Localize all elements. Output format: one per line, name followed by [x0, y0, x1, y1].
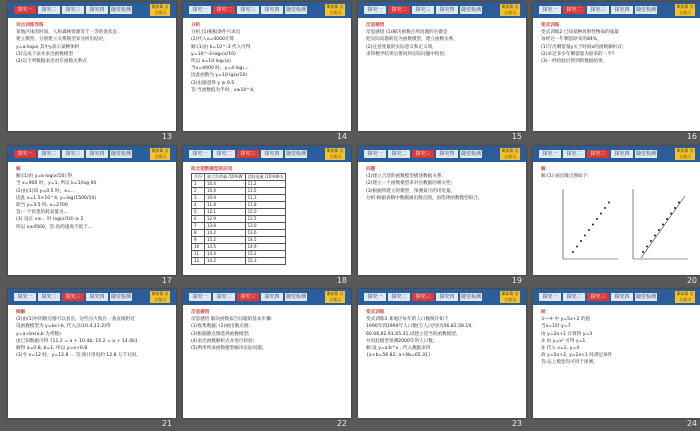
slide-tab[interactable]: 探究二 — [38, 150, 60, 158]
slide-nav-bar — [533, 289, 700, 305]
slide-text-line: 每经过一年剩留原来的84%， — [541, 37, 602, 43]
slide-text-line: 反思感悟 解决函数拟合问题的基本步骤: — [191, 317, 273, 323]
slide-heading: 分析 — [191, 23, 201, 28]
slide-logo: 课前篇 自主预习 — [151, 291, 169, 302]
slide-body — [366, 309, 518, 412]
axis-line — [563, 189, 618, 259]
slide-text-line: (3)一经检验后得到的数据结果。 — [541, 59, 608, 65]
scatter-point — [576, 246, 578, 248]
table-cell: 14.2 — [205, 258, 246, 265]
scatter-point — [662, 224, 664, 226]
slide-number: 23 — [511, 419, 522, 428]
slide-body — [541, 22, 693, 125]
slide-logo: 课前篇 自主预习 — [501, 4, 519, 15]
slide-text-line: (2)求过多少年剩留量为原来的一半? — [541, 51, 615, 57]
slide-thumbnail[interactable] — [183, 289, 351, 418]
slide-thumbnail[interactable] — [533, 2, 700, 131]
slide-text-line: (2)建立一个函数模型来对应数据的相关性; — [366, 181, 453, 187]
slide-heading: 解 — [16, 167, 21, 172]
slide-text-line: 答:以上模型均可用于预测。 — [541, 360, 598, 366]
table-cell: 10.4 — [205, 188, 246, 195]
slide-text-line: 因此函数为 y=10·lg(x/10) — [191, 73, 248, 79]
slide-tab[interactable]: 探究四 — [611, 150, 633, 158]
slide-text-line: 解:(1)由 y=k·log(x/10) 得 — [16, 174, 73, 180]
slide-text-line: y=a·log₂x 其中y表示某种体积 — [16, 44, 80, 50]
table-cell: 4 — [192, 202, 205, 209]
slide-tab[interactable]: 探究四 — [86, 6, 108, 14]
slide-tab[interactable]: 探究三 — [587, 6, 609, 14]
slide-logo: 课前篇 自主预习 — [151, 4, 169, 15]
axis-line — [633, 189, 688, 259]
slide-thumbnail[interactable] — [533, 146, 700, 275]
table-cell: 6 — [192, 216, 205, 223]
table-cell: 12.5 — [245, 216, 285, 223]
slide-body — [541, 309, 693, 412]
slide-thumbnail[interactable] — [183, 2, 351, 131]
slide-text-line: 求得数学结果后要回到实际问题中检验。 — [366, 51, 449, 57]
slide-heading: 问题 — [366, 167, 376, 172]
table-cell: 13.8 — [205, 223, 246, 230]
slide-thumbnail[interactable] — [8, 289, 176, 418]
table-cell: 11 — [192, 251, 205, 258]
slide-tab[interactable]: 随堂检测 — [110, 7, 131, 13]
table-cell: 15.3 — [245, 258, 285, 265]
slide-heading: 拟合函数模型的应用 — [191, 167, 233, 172]
slide-tab[interactable]: 随堂检测 — [285, 7, 306, 13]
table-cell: 14.5 — [245, 237, 285, 244]
table-cell: 15.2 — [245, 251, 285, 258]
slide-tab[interactable]: 探究一 — [14, 150, 36, 158]
slide-tab[interactable]: 探究二 — [213, 150, 235, 158]
slide-text-line: (3)根据所建立的模型，预测某月的用电量。 — [366, 188, 456, 194]
table-cell: 15.2 — [205, 237, 246, 244]
slide-text-line: 当x=4000 时，y=4·log₂... — [191, 66, 249, 72]
slide-heading: 对点训练导练 — [16, 23, 44, 28]
table-cell: 7 — [192, 223, 205, 230]
table-cell: 11.8 — [245, 202, 285, 209]
slide-text-line: (2)以下列数据求出对应函数关系式 — [16, 59, 87, 65]
slide-nav-bar — [358, 146, 526, 162]
scatter-point — [580, 240, 582, 242]
table-cell: 3 — [192, 195, 205, 202]
slide-heading: 续解 — [16, 310, 26, 315]
slide-nav-bar — [358, 289, 526, 305]
slide-tab[interactable]: 探究二 — [213, 6, 235, 14]
slide-thumbnail[interactable] — [358, 2, 526, 131]
table-row — [192, 244, 286, 251]
slide-body — [366, 22, 518, 125]
slide-text-line: (2)由(1)知 y=0.5 时，x=... — [16, 188, 76, 194]
slide-tab[interactable]: 探究四 — [611, 6, 633, 14]
slide-text-line: 分析:根据表格中数据画出散点图，再选择函数模型拟合。 — [366, 195, 483, 201]
slide-tab[interactable]: 随堂检测 — [635, 7, 656, 13]
slide-text-line: 故 y=5x+2, y=2x+1 时满足条件 — [541, 353, 613, 359]
slide-tab[interactable]: 随堂检测 — [460, 294, 481, 300]
slide-thumbnail[interactable] — [8, 2, 176, 131]
slide-logo: 课前篇 自主预习 — [151, 148, 169, 159]
table-row — [192, 216, 286, 223]
table-cell: 2 — [192, 188, 205, 195]
slide-number: 20 — [686, 276, 697, 285]
slide-tab[interactable]: 探究三 — [62, 293, 84, 301]
slide-body — [191, 22, 343, 125]
table-cell: 5 — [192, 209, 205, 216]
slide-tab[interactable]: 探究一 — [364, 293, 386, 301]
slide-body — [16, 22, 168, 125]
scatter-point — [572, 251, 574, 253]
scatter-point — [650, 240, 652, 242]
slide-heading: 变式训练 — [541, 23, 560, 28]
table-row — [192, 188, 286, 195]
slide-text-line: (3) 设在 v≥... 时 log(x/10) ≥ 2 — [16, 217, 84, 223]
slide-text-line: 变式训练2 已知某种放射性物质的质量 — [541, 30, 619, 36]
slide-text-line: 解:设 y=a·b^x , 代入数据求得 — [366, 346, 431, 352]
slide-text-line: 由 y=2x+1 计算得 y=3 — [541, 331, 593, 337]
table-cell: 11.2 — [245, 181, 285, 188]
slide-tab[interactable]: 探究二 — [563, 6, 585, 14]
scatter-point — [608, 202, 610, 204]
table-cell: 13.0 — [245, 223, 285, 230]
slide-text-line: 把实际问题转化为函数模型，建立函数关系， — [366, 37, 458, 43]
slide-tab[interactable]: 探究四 — [86, 293, 108, 301]
slide-tab[interactable]: 探究四 — [436, 293, 458, 301]
slide-tab[interactable]: 探究三 — [62, 150, 84, 158]
slide-tab[interactable]: 探究一 — [364, 6, 386, 14]
slide-heading: 反思感悟 — [191, 310, 210, 315]
slide-nav-bar — [533, 146, 700, 162]
slide-text-line: 解:(1)由 k=10^-3 代入可得 — [191, 44, 251, 50]
slide-tab[interactable]: 随堂检测 — [460, 7, 481, 13]
slide-text-line: y=10^-3·log₂(x/10) — [191, 51, 236, 57]
scatter-point — [584, 235, 586, 237]
slide-text-line: 由已知数据可得 {11.2 = a + 10.4b; 15.2 = a + 14.4b} — [16, 338, 138, 344]
slide-tab[interactable]: 探究二 — [563, 293, 585, 301]
slide-text-line: (2)注意变量的实际意义和定义域， — [366, 44, 437, 50]
slide-nav-bar — [183, 289, 351, 305]
slide-tab[interactable]: 探究二 — [213, 293, 235, 301]
slide-text-line: (1)完成下表并求出函数模型 — [16, 51, 74, 57]
slide-text-line: 反思感悟 (1)解决函数应用问题的关键是 — [366, 30, 448, 36]
slide-tab[interactable]: 随堂检测 — [110, 294, 131, 300]
slide-text-line: (2)代入x=4000计算 — [191, 37, 235, 43]
slide-tab[interactable]: 探究一 — [364, 150, 386, 158]
slide-text-line: 答:当函数值为半时，x≥10^4。 — [191, 87, 258, 93]
slide-number: 21 — [161, 419, 172, 428]
slide-tab[interactable]: 探究四 — [611, 293, 633, 301]
slide-tab[interactable]: 随堂检测 — [285, 151, 306, 157]
slide-tab[interactable]: 探究三 — [237, 293, 259, 301]
slide-tab[interactable]: 探究三 — [412, 150, 434, 158]
slide-tab[interactable]: 探究四 — [261, 6, 283, 14]
table-cell: 14.4 — [205, 251, 246, 258]
table-cell: 14.9 — [245, 244, 285, 251]
table-row — [192, 202, 286, 209]
scatter-point — [588, 229, 590, 231]
slide-text-line: 即当 y=3.5 时, x=2700 — [16, 203, 68, 209]
scatter-point — [596, 218, 598, 220]
slide-logo: 课前篇 自主预习 — [676, 4, 694, 15]
scatter-plots — [543, 184, 693, 269]
slide-body — [16, 309, 168, 412]
fit-line — [641, 196, 685, 258]
slide-text-line: 解:(1) 画出散点图如下: — [541, 174, 589, 180]
slide-text-line: 60.66,62.91,65.31,试建立适当的函数模型, — [366, 331, 458, 337]
slide-tab[interactable]: 探究三 — [412, 6, 434, 14]
slide-text-line: {a+b=56.82; a+4b=65.31} — [366, 353, 431, 359]
table-row — [192, 195, 286, 202]
slide-logo: 课前篇 自主预习 — [501, 291, 519, 302]
slide-tab[interactable]: 随堂检测 — [460, 151, 481, 157]
slide-logo: 课前篇 自主预习 — [501, 148, 519, 159]
table-cell: 10.9 — [205, 195, 246, 202]
slide-text-line: ③ 代入 x=2, y=4 — [541, 346, 580, 352]
slide-text-line: (4)求出函数解析式并进行检验; — [191, 338, 255, 344]
table-header-cell: 月份 — [192, 174, 205, 181]
slide-number: 24 — [686, 419, 697, 428]
slide-heading: 变式训练 — [366, 310, 385, 315]
slide-tab[interactable]: 探究三 — [412, 293, 434, 301]
slide-thumbnail[interactable] — [533, 289, 700, 418]
slide-number: 13 — [161, 132, 172, 141]
slide-tab[interactable]: 探究三 — [237, 6, 259, 14]
slide-text-line: 解得 a=0.8, b=1, 所以 y=x+0.8 — [16, 346, 88, 352]
slide-number: 16 — [686, 132, 697, 141]
table-cell: 12.1 — [205, 209, 246, 216]
table-header-cell: 消耗电量 /10⁴kW·h — [245, 174, 285, 181]
slide-text-line: 并用此模型预测2000年的人口数。 — [366, 338, 438, 344]
slide-tab[interactable]: 探究一 — [189, 150, 211, 158]
slide-nav-bar — [8, 2, 176, 18]
slide-number: 18 — [336, 276, 347, 285]
slide-nav-bar — [533, 2, 700, 18]
slide-nav-bar — [8, 289, 176, 305]
slide-text-line: 变式训练3 某地区每年的人口数统计如下 — [366, 317, 449, 323]
slide-tab[interactable]: 探究一 — [189, 293, 211, 301]
slide-tab[interactable]: 随堂检测 — [635, 294, 656, 300]
slide-thumbnail[interactable] — [8, 146, 176, 275]
table-cell: 14.5 — [205, 244, 246, 251]
slide-nav-bar — [183, 146, 351, 162]
slide-tab[interactable]: 探究四 — [436, 6, 458, 14]
slide-tab[interactable]: 探究一 — [14, 6, 36, 14]
slide-number: 19 — [511, 276, 522, 285]
slide-number: 15 — [511, 132, 522, 141]
slide-nav-bar — [8, 146, 176, 162]
slide-nav-bar — [358, 2, 526, 18]
slide-text-line: 设函数模型为 y=kx+b, 代入点(10.4,11.2)得 — [16, 324, 111, 330]
table-cell: 14.2 — [205, 230, 246, 237]
table-header-cell: 最大负荷量 /10⁴kW — [205, 174, 246, 181]
table-row — [192, 230, 286, 237]
slide-text-line: 当x=1时 y=7 — [541, 324, 571, 330]
scatter-point — [646, 246, 648, 248]
slide-tab[interactable]: 探究一 — [14, 293, 36, 301]
table-row — [192, 251, 286, 258]
scatter-point — [592, 224, 594, 226]
scatter-point — [604, 207, 606, 209]
slide-tab[interactable]: 探究三 — [587, 293, 609, 301]
slide-logo: 课前篇 自主预习 — [676, 291, 694, 302]
slide-logo: 课前篇 自主预习 — [326, 4, 344, 15]
slide-tab[interactable]: 探究二 — [388, 6, 410, 14]
slide-number: 22 — [336, 419, 347, 428]
slide-tab[interactable]: 随堂检测 — [110, 151, 131, 157]
slide-tab[interactable]: 探究二 — [388, 293, 410, 301]
table-cell: 12 — [192, 258, 205, 265]
slide-text-line: (1)收集数据; (2)画出散点图; — [191, 324, 250, 330]
slide-thumbnail[interactable] — [358, 289, 526, 418]
slide-tab[interactable]: 探究一 — [539, 293, 561, 301]
slide-text-line: 某地区体的时间，人和森林资源等于一等的条状态 — [16, 30, 118, 36]
slide-tab[interactable]: 随堂检测 — [635, 151, 656, 157]
slide-text-line: (3)令 x=12 时，y=12.8 ... 答:预计用电约 12.8 万千瓦时。 — [16, 353, 141, 359]
slide-body — [366, 166, 518, 269]
slide-thumbnail[interactable] — [358, 146, 526, 275]
slide-body — [191, 309, 343, 412]
slide-body — [191, 166, 343, 269]
scatter-point — [642, 251, 644, 253]
slide-text-line: 分析:(1)根据条件可求出 — [191, 30, 241, 36]
slide-text-line: 所以 a=10·log₂(x) — [191, 59, 231, 65]
data-table — [191, 173, 286, 265]
slide-logo: 课前篇 自主预习 — [326, 148, 344, 159]
table-cell: 12.0 — [245, 209, 285, 216]
scatter-point — [666, 218, 668, 220]
slide-tab[interactable]: 探究四 — [261, 293, 283, 301]
scatter-point — [654, 235, 656, 237]
slide-heading: 反思感悟 — [366, 23, 385, 28]
table-cell: 11.3 — [245, 195, 285, 202]
slide-text-line: (3)根据散点图选择函数模型; — [191, 331, 250, 337]
slide-text-line: 所以 x≥4500，答:鱼的速度不低于... — [16, 224, 93, 230]
slide-text-line: 建立模型，分别建立关系模型来分析出结论， — [16, 37, 108, 43]
slide-tab[interactable]: 探究三 — [587, 150, 609, 158]
slide-text-line: (2)由题意得 y ≥ 0.5 — [191, 80, 235, 86]
slide-text-line: 答:一个鱼类的耗氧量为... — [16, 210, 68, 216]
scatter-point — [600, 213, 602, 215]
slide-tab[interactable]: 探究四 — [261, 150, 283, 158]
slide-logo: 课前篇 自主预习 — [676, 148, 694, 159]
slide-text-line: (1)写出剩留量y关于时间x的函数解析式; — [541, 44, 624, 50]
table-cell: 10.4 — [205, 181, 246, 188]
table-cell: 13.6 — [245, 230, 285, 237]
table-cell: 12.9 — [205, 216, 246, 223]
table-cell: 1 — [192, 181, 205, 188]
table-row — [192, 237, 286, 244]
slide-text-line: (2)由(1)中的散点图可以看出，这些点大致在一条直线附近 — [16, 317, 135, 323]
table-row — [192, 223, 286, 230]
slide-tab[interactable]: 探究二 — [38, 6, 60, 14]
table-cell: 10 — [192, 244, 205, 251]
slide-text-line: 1990年到1994年人口数(万人)分别为56.82,58.19, — [366, 324, 473, 330]
table-cell: 9 — [192, 237, 205, 244]
slide-thumbnail[interactable] — [183, 146, 351, 275]
slide-tab[interactable]: 随堂检测 — [285, 294, 306, 300]
slide-text-line: 当 x=900 时，y=1, 所以 k=1/log 90 — [16, 181, 97, 187]
table-row — [192, 258, 286, 265]
scatter-point — [670, 213, 672, 215]
slide-tab[interactable]: 探究一 — [189, 6, 211, 14]
slide-tab[interactable]: 探究四 — [86, 150, 108, 158]
slide-tab[interactable]: 探究二 — [563, 150, 585, 158]
slide-tab[interactable]: 探究四 — [436, 150, 458, 158]
slide-tab[interactable]: 探究二 — [38, 293, 60, 301]
slide-text-line: ② 由 y=x² 可得 y=1 — [541, 338, 586, 344]
slide-tab[interactable]: 探究三 — [237, 150, 259, 158]
slide-tab[interactable]: 探究一 — [539, 150, 561, 158]
scatter-point — [658, 229, 660, 231]
table-row — [192, 209, 286, 216]
table-cell: 11.8 — [205, 202, 246, 209]
slide-logo: 课前篇 自主预习 — [326, 291, 344, 302]
slide-text-line: y=a+bx(a,b 为常数) — [16, 331, 61, 337]
slide-heading: 续 — [541, 310, 546, 315]
table-cell: 11.5 — [245, 188, 285, 195]
slide-text-line: 因此 x=1.5×10^4, y=log(1500/10) — [16, 195, 97, 201]
slide-body — [16, 166, 168, 269]
slide-text-line: (1)建立合适的函数模型描述数据关系; — [366, 174, 443, 180]
slide-tab[interactable]: 探究二 — [388, 150, 410, 158]
table-row — [192, 181, 286, 188]
slide-heading: 解 — [541, 167, 546, 172]
slide-number: 17 — [161, 276, 172, 285]
table-cell: 8 — [192, 230, 205, 237]
slide-nav-bar — [183, 2, 351, 18]
slide-tab[interactable]: 探究三 — [62, 6, 84, 14]
slide-tab[interactable]: 探究一 — [539, 6, 561, 14]
slide-text-line: ①~④ 中 y=5x+2 的值 — [541, 317, 591, 323]
slide-number: 14 — [336, 132, 347, 141]
slide-text-line: (5)利用所求函数模型解决实际问题。 — [191, 346, 267, 352]
